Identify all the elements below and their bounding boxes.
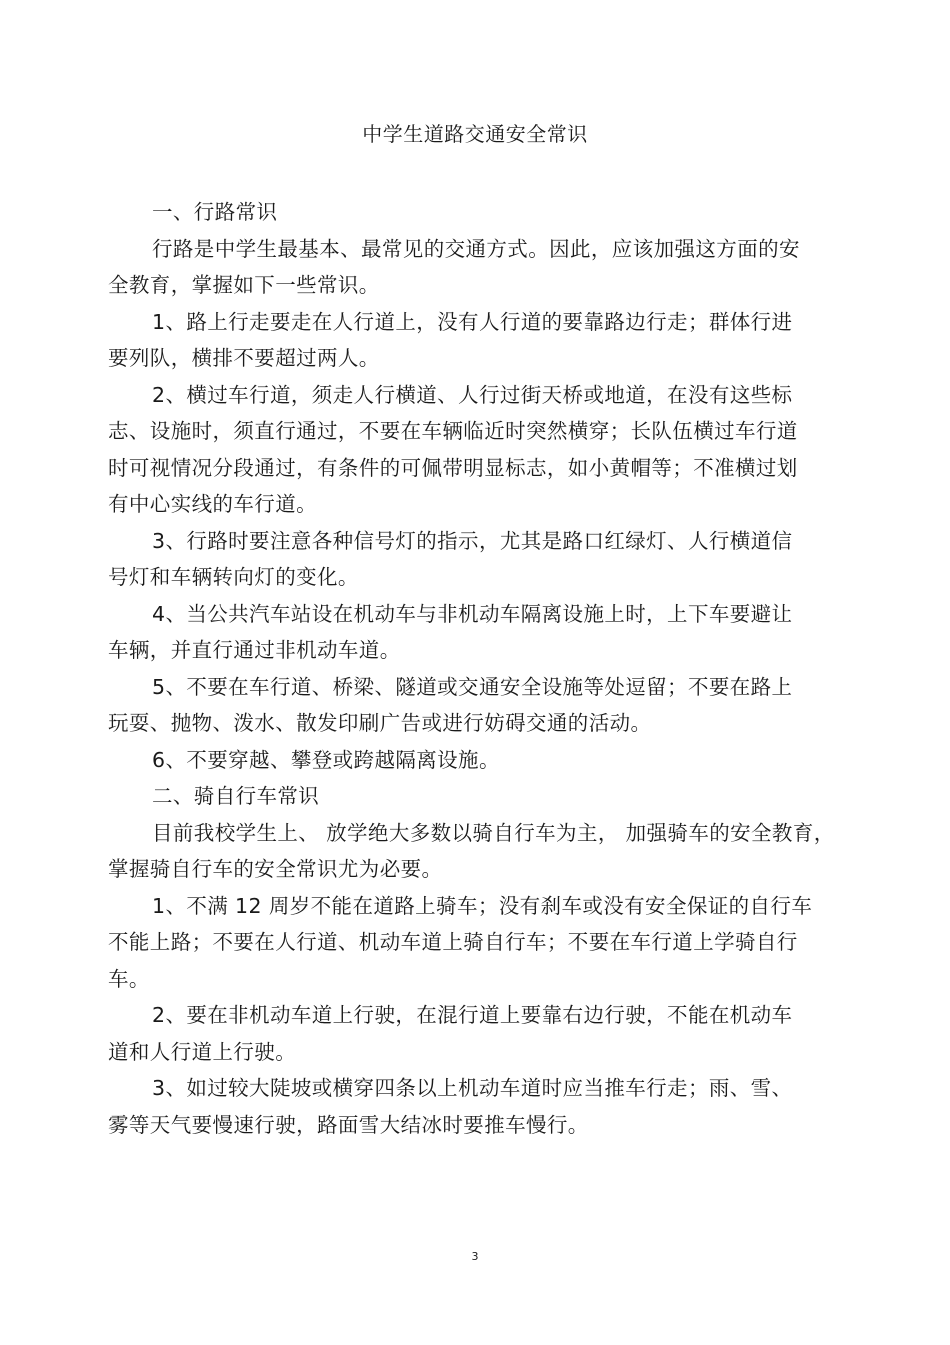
text-line: 2、横过车行道，须走人行横道、人行过街天桥或地道，在没有这些标 <box>152 382 793 407</box>
text-line: 目前我校学生上、 放学绝大多数以骑自行车为主， 加强骑车的安全教育， <box>152 820 835 845</box>
text-line: 3、如过较大陡坡或横穿四条以上机动车道时应当推车行走；雨、雪、 <box>152 1076 793 1100</box>
document-title: 中学生道路交通安全常识 <box>362 122 588 146</box>
text-line: 2、要在非机动车道上行驶，在混行道上要靠右边行驶，不能在机动车 <box>152 1003 793 1027</box>
text-line: 雾等天气要慢速行驶，路面雪大结冰时要推车慢行。 <box>108 1112 589 1137</box>
text-line: 掌握骑自行车的安全常识尤为必要。 <box>108 857 443 881</box>
text-line: 二、骑自行车常识 <box>152 784 320 808</box>
text-line: 有中心实线的车行道。 <box>108 492 317 516</box>
text-line: 号灯和车辆转向灯的变化。 <box>108 565 359 589</box>
text-line: 志、设施时，须直行通过，不要在车辆临近时突然横穿；长队伍横过车行道 <box>108 419 798 443</box>
text-line: 行路是中学生最基本、最常见的交通方式。因此，应该加强这方面的安 <box>152 236 800 261</box>
text-line: 不能上路；不要在人行道、机动车道上骑自行车；不要在车行道上学骑自行 <box>108 930 798 954</box>
page-number: 3 <box>471 1250 479 1263</box>
text-line: 玩耍、抛物、泼水、散发印刷广告或进行妨碍交通的活动。 <box>108 711 652 735</box>
text-line: 时可视情况分段通过，有条件的可佩带明显标志，如小黄帽等；不准横过划 <box>108 455 798 480</box>
text-line: 道和人行道上行驶。 <box>108 1039 297 1064</box>
text-line: 要列队，横排不要超过两人。 <box>108 346 380 370</box>
text-line: 6、不要穿越、攀登或跨越隔离设施。 <box>152 747 500 772</box>
text-line: 4、当公共汽车站设在机动车与非机动车隔离设施上时，上下车要避让 <box>152 601 793 626</box>
text-line: 3、行路时要注意各种信号灯的指示，尤其是路口红绿灯、人行横道信 <box>152 528 793 553</box>
text-line: 1、路上行走要走在人行道上，没有人行道的要靠路边行走；群体行进 <box>152 309 793 334</box>
text-line: 车辆，并直行通过非机动车道。 <box>108 638 401 662</box>
text-line: 1、不满 12 周岁不能在道路上骑车；没有刹车或没有安全保证的自行车 <box>152 893 813 918</box>
text-line: 5、不要在车行道、桥梁、隧道或交通安全设施等处逗留；不要在路上 <box>152 674 793 699</box>
text-line: 一、行路常识 <box>152 200 278 224</box>
document-body <box>108 194 838 1143</box>
text-line: 车。 <box>108 966 150 991</box>
text-line: 全教育，掌握如下一些常识。 <box>108 273 380 297</box>
